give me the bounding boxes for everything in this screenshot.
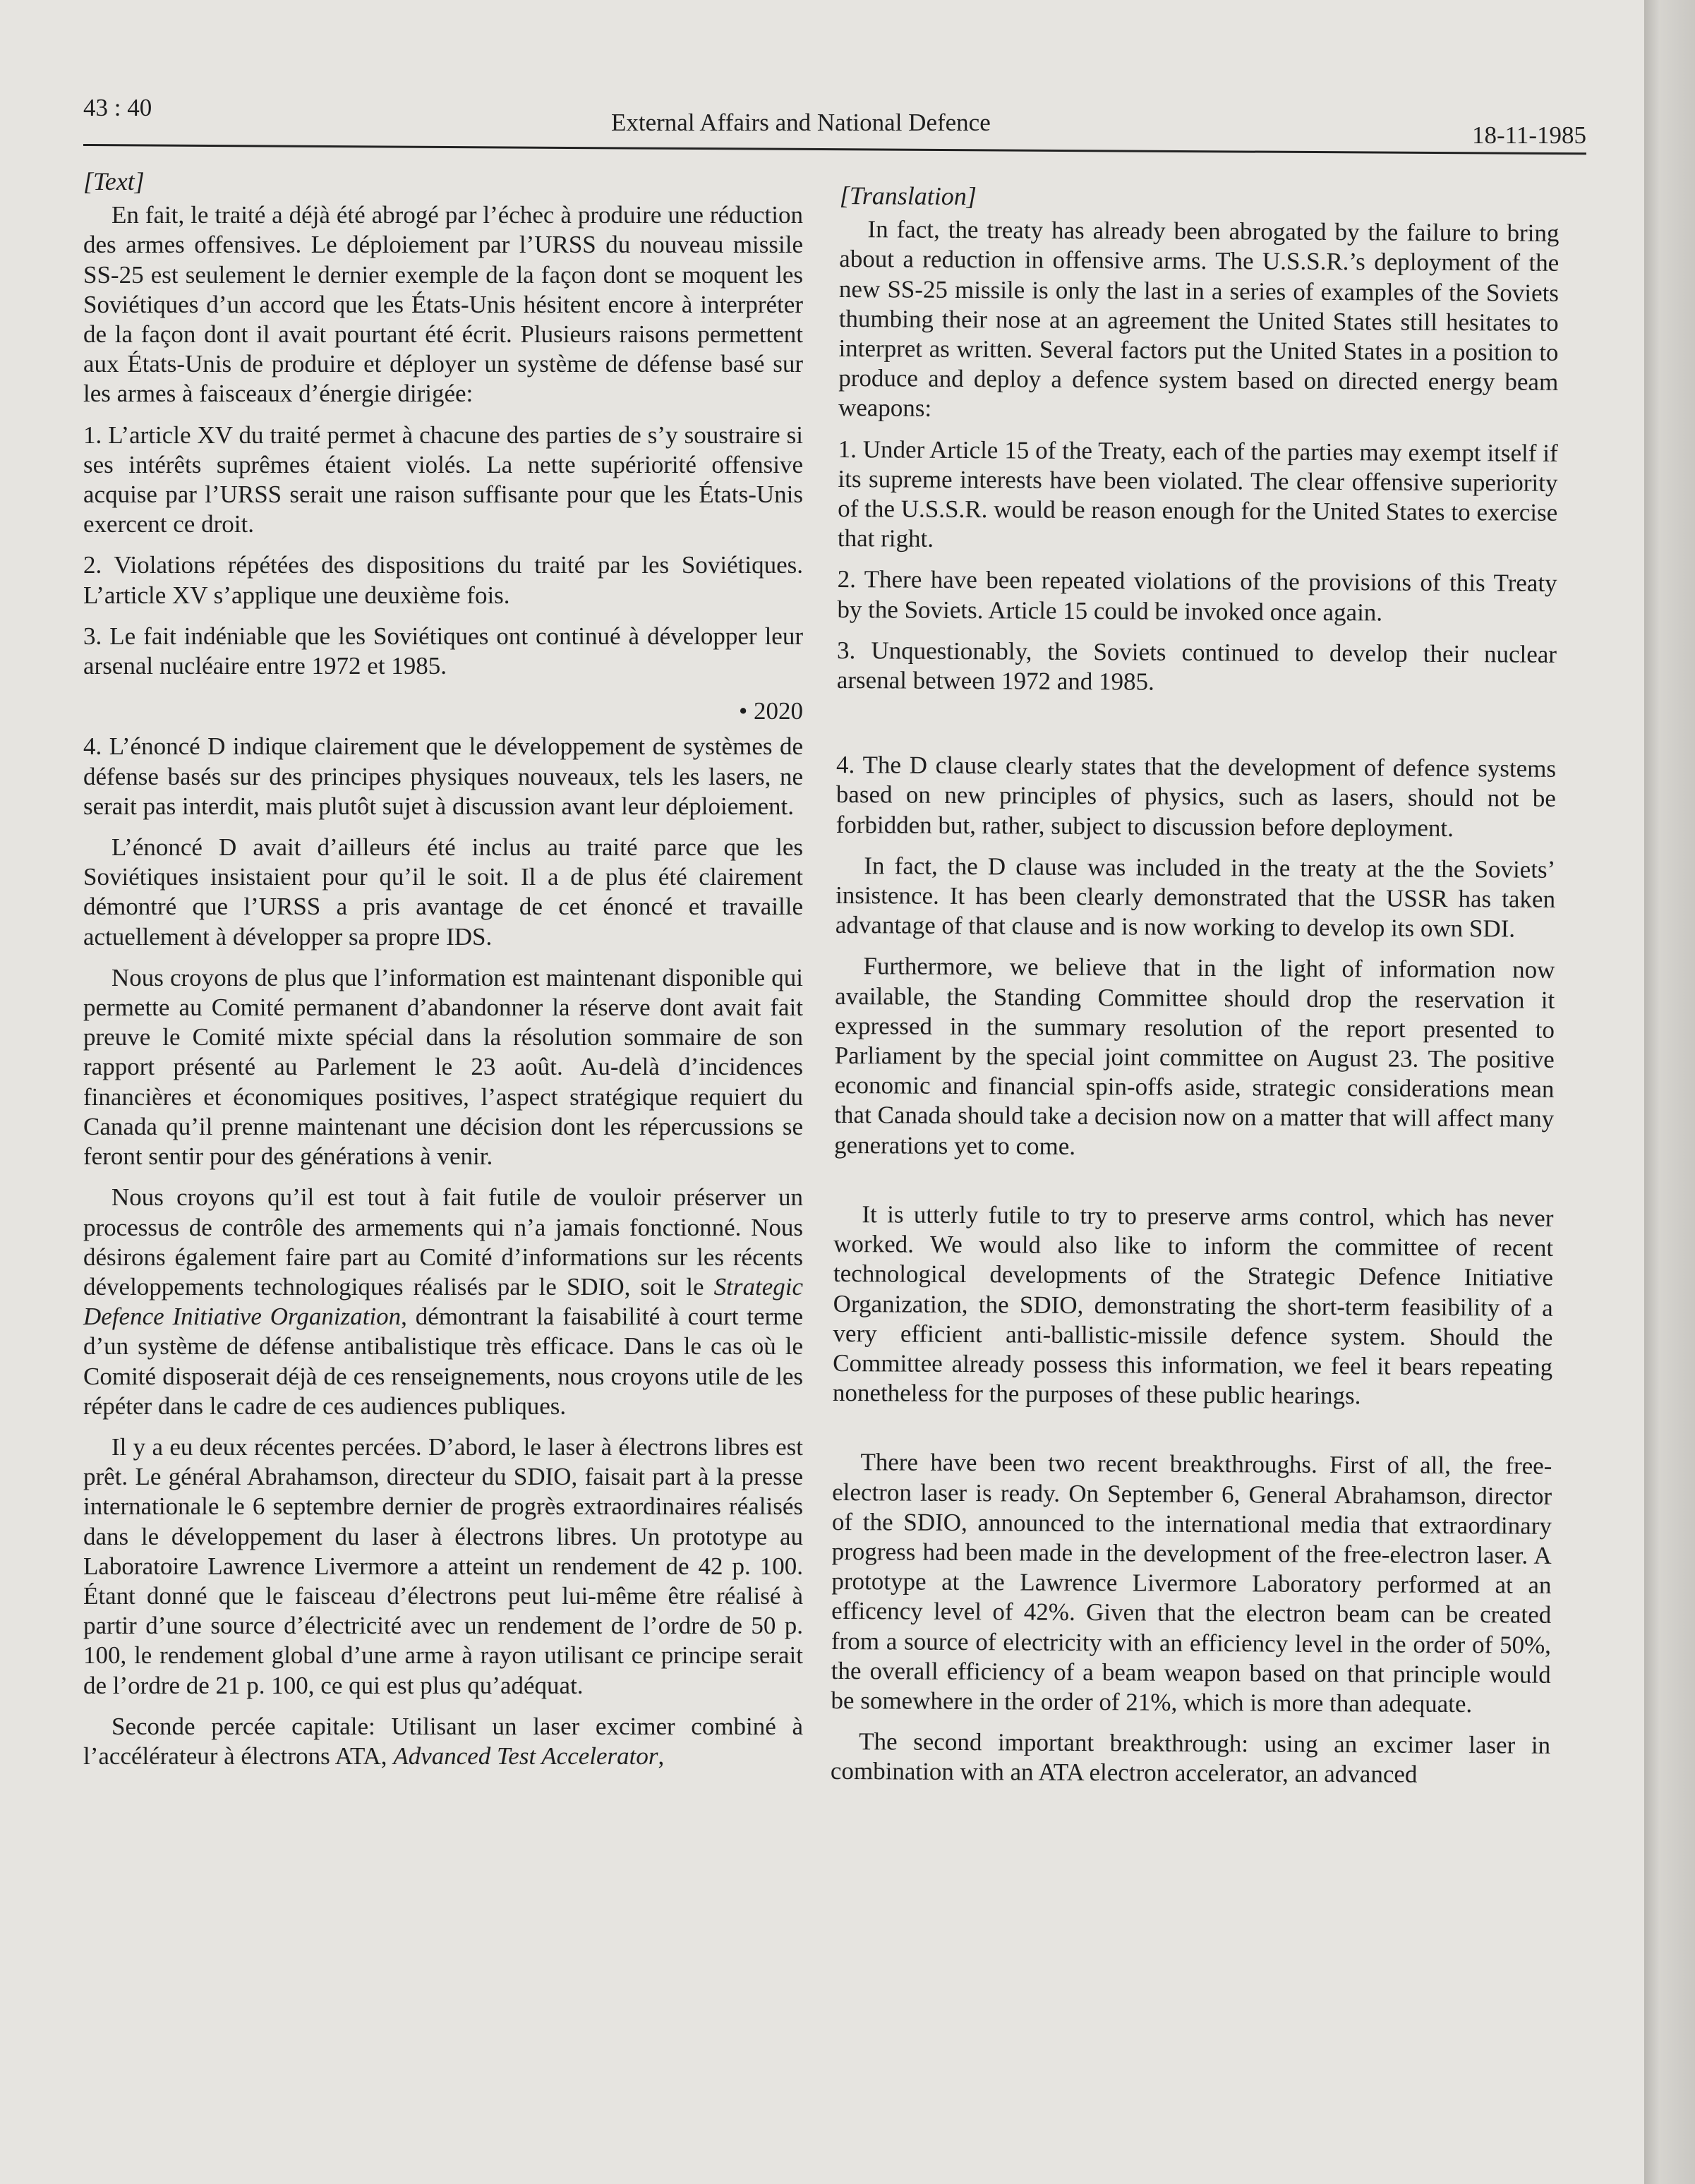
list-item: 1. Under Article 15 of the Treaty, each of the parties may exempt itself if its supreme interests have been violated. The clear offensive superiority of the U.S.S.R. would be reason enough for the United States to exercise that right. — [837, 435, 1558, 553]
running-title: External Affairs and National Defence — [611, 109, 991, 136]
paragraph: Nous croyons de plus que l’information est maintenant disponible qui permette au Comité permanent d’abandonner la réserve dont avait fait preuve le Comité mixte spécial dans la résolution sommaire de son rapport présenté au Parlement le 23 août. Au-delà d’incidences financières et économiques positives, l’aspect stratégique requiert du Canada qu’il prenne maintenant une décision dont les répercussions se feront sentir pour des générations à venir. — [83, 963, 803, 1171]
page-header — [83, 90, 1586, 154]
page-edge-shadow — [1644, 0, 1695, 2184]
text-label: [Text] — [83, 167, 145, 195]
translation-label: [Translation] — [839, 181, 977, 211]
list-item: 1. L’article XV du traité permet à chacune des parties de s’y soustraire si ses intérêts suprêmes étaient violés. La nette supériorité offensive acquise par l’URSS serait une raison suffisante pour que les États-Unis exercent ce droit. — [83, 421, 803, 538]
spacer — [834, 1171, 1554, 1204]
paragraph: Furthermore, we believe that in the light of information now available, the Standing Committee should drop the reservation it expressed in the summary resolution of the report presented to Parliament by the special joint committee on August 23. The positive economic and financial spin-offs aside, strategic considerations mean that Canada should take a decision now on a matter that will affect many generations yet to come. — [833, 952, 1555, 1160]
italic-term: Strategic Defence Initiative Organization — [83, 1272, 803, 1331]
paragraph: There have been two recent breakthroughs. First of all, the free-electron laser is ready. On September 6, General Abrahamson, director of the SDIO, announced to the international media that extraordinary progress had been made in the development of the free-electron laser. A prototype at the Lawrence Livermore Laboratory performed at an efficency level of 42%. Given that the electron beam can be created from a source of electricity with an efficiency level in the order of 50%, the overall efficiency of a beam weapon based on that principle would be somewhere in the order of 21%, which is more than adequate. — [831, 1448, 1552, 1718]
paragraph: L’énoncé D avait d’ailleurs été inclus au traité parce que les Soviétiques insistaient pour qu’il le soit. Il a de plus été clairement démontré que l’URSS a pris avantage de cet énoncé et travaille actuellement à développer sa propre IDS. — [83, 833, 803, 951]
list-item: 4. L’énoncé D indique clairement que le développement de systèmes de défense basés sur des principes physiques nouveaux, tels les lasers, ne serait pas interdit, mais plutôt sujet à discussion avant leur déploiement. — [83, 732, 803, 820]
spacer — [836, 706, 1556, 754]
paragraph: En fait, le traité a déjà été abrogé par l’échec à produire une réduction des armes offensives. Le déploiement par l’URSS du nouveau missile SS-25 est seulement le dernier exemple de la façon dont se moquent les Soviétiques d’un accord que les États-Unis hésitent encore à interpréter de la façon dont il avait pourtant été écrit. Plusieurs raisons permettent aux États-Unis de produire et déployer un système de défense basé sur les armes à faisceaux d’énergie dirigée: — [83, 201, 803, 408]
text-run: , — [658, 1742, 665, 1770]
list-item: 2. There have been repeated violations of the provisions of this Treaty by the Soviets. Article 15 could be invoked once again. — [837, 565, 1557, 627]
spacer — [833, 1419, 1552, 1452]
paragraph: The second important breakthrough: using an excimer laser in combination with an ATA electron accelerator, an advanced — [830, 1727, 1551, 1789]
list-item: 4. The D clause clearly states that the development of defence systems based on new principles of physics, such as lasers, should not be forbidden but, rather, subject to discussion before deployment. — [836, 751, 1557, 842]
text-run: , démontrant la faisabilité à court terme d’un système de défense antibalistique très efficace. Dans le cas où le Comité disposerait déjà de ces renseignements, nous croyons utile de les répéter dans le cadre de ces audiences publiques. — [83, 1303, 804, 1420]
italic-term: Advanced Test Accelerator — [393, 1742, 658, 1770]
paragraph — [83, 1712, 803, 1771]
list-item: 3. Unquestionably, the Soviets continued to develop their nuclear arsenal between 1972 and 1985. — [836, 636, 1557, 696]
paragraph: It is utterly futile to try to preserve arms control, which has never worked. We would also like to inform the committee of recent technological developments of the Strategic Defence Initiative Organization, the SDIO, demonstrating the short-term feasibility of a very efficient anti-ballistic-missile defence system. Should the Committee already possess this information, we feel it bears repeating nonetheless for the purposes of these public hearings. — [832, 1200, 1554, 1410]
list-item: 3. Le fait indéniable que les Soviétiques ont continué à développer leur arsenal nucléaire entre 1972 et 1985. — [83, 622, 803, 680]
paragraph — [83, 1183, 803, 1421]
paragraph: In fact, the D clause was included in the treaty at the the Soviets’ insistence. It has been clearly demonstrated that the USSR has taken advantage of that clause and is now working to develop its own SDI. — [835, 852, 1556, 943]
text-run: Nous croyons qu’il est tout à fait futile de vouloir préserver un processus de contrôle des armements qui n’a jamais fonctionné. Nous désirons également faire part au Comité d’informations sur les récents développements technologiques réalisés par le SDIO, soit le — [83, 1183, 803, 1301]
text-run: Seconde percée capitale: Utilisant un laser excimer combiné à l’accélérateur à électrons ATA, — [83, 1712, 803, 1770]
page-number: 43 : 40 — [83, 94, 152, 121]
time-marker: • 2020 — [738, 697, 803, 725]
paragraph: Il y a eu deux récentes percées. D’abord, le laser à électrons libres est prêt. Le général Abrahamson, directeur du SDIO, faisait part à la presse internationale le 6 septembre dernier de progrès extraordinaires réalisés dans le développement du laser à électrons libres. Un prototype au Laboratoire Lawrence Livermore a atteint un rendement de 42 p. 100. Étant donné que le faisceau d’électrons peut lui-même être réalisé à partir d’une source d’électricité avec un rendement de l’ordre de 50 p. 100, le rendement global d’une arme à rayon utilisant ce principe serait de l’ordre de 21 p. 100, ce qui est plus qu’adéquat. — [83, 1432, 803, 1699]
header-date: 18-11-1985 — [1471, 121, 1586, 149]
list-item: 2. Violations répétées des dispositions du traité par les Soviétiques. L’article XV s’applique une deuxième fois. — [83, 551, 803, 609]
paragraph: In fact, the treaty has already been abrogated by the failure to bring about a reduction in offensive arms. The U.S.S.R.’s deployment of the new SS-25 missile is only the last in a series of examples of the Soviets thumbing their nose at an agreement the United States still hesitates to interpret as written. Several factors put the United States in a position to produce and deploy a defence system based on directed energy beam weapons: — [838, 215, 1560, 423]
